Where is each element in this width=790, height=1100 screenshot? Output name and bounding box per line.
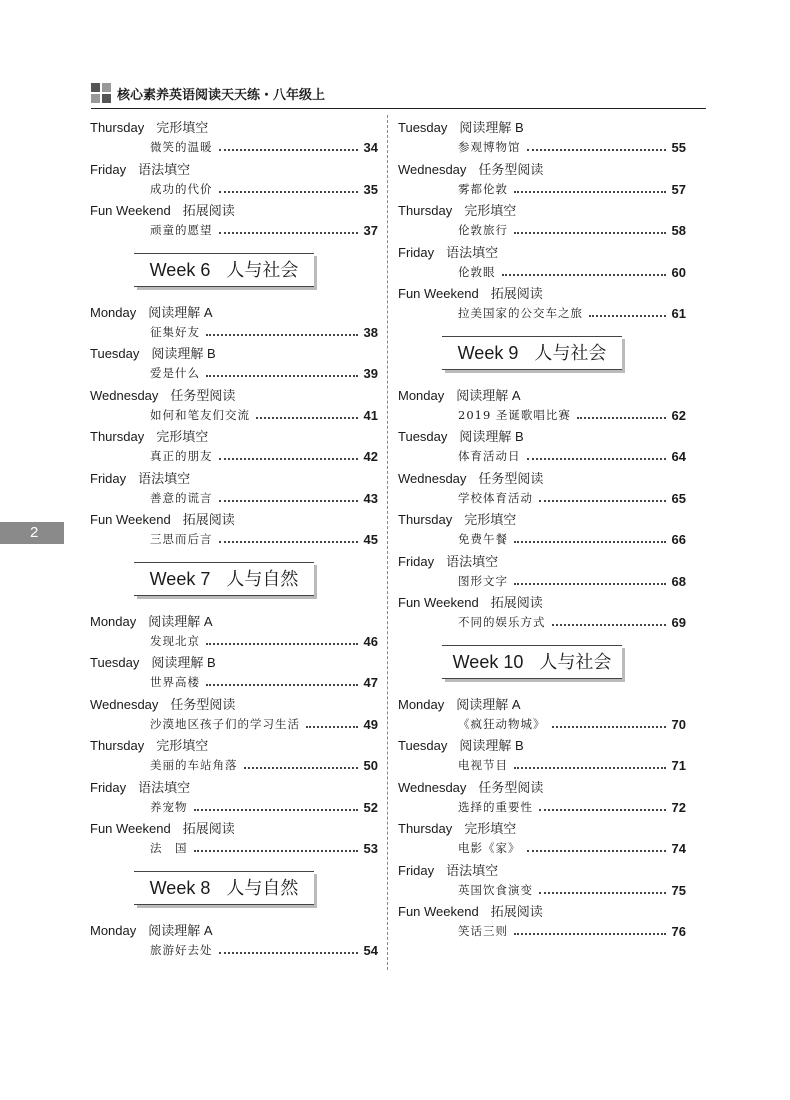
toc-leader-dots <box>577 417 666 419</box>
toc-category: 任务型阅读 <box>478 470 544 486</box>
toc-leader-dots <box>514 541 666 543</box>
week-label <box>442 645 622 679</box>
toc-leader-dots <box>219 232 358 234</box>
toc-day: Wednesday <box>398 779 467 795</box>
toc-leader-dots <box>194 850 358 852</box>
header-rule <box>91 108 706 109</box>
toc-leader-dots <box>219 541 358 543</box>
toc-day-line <box>398 159 543 178</box>
toc-leader-dots <box>219 149 358 151</box>
toc-entry[interactable] <box>90 426 378 468</box>
toc-day-line <box>90 200 235 219</box>
toc-title-line <box>458 571 686 589</box>
toc-entry[interactable] <box>398 818 686 860</box>
toc-entry[interactable] <box>398 242 686 284</box>
toc-title: 拉美国家的公交车之旅 <box>458 306 583 320</box>
toc-title-line <box>150 714 378 732</box>
toc-page-number: 75 <box>671 882 686 898</box>
toc-title-line <box>458 880 686 898</box>
week-heading <box>398 325 686 385</box>
week-number: Week 10 <box>452 651 524 672</box>
toc-day: Fun Weekend <box>90 821 171 836</box>
toc-day-line <box>398 385 521 404</box>
toc-day-line <box>398 694 521 713</box>
toc-title: 世界高楼 <box>150 675 200 689</box>
week-number: Week 6 <box>149 259 211 280</box>
toc-day: Fun Weekend <box>398 595 479 610</box>
toc-leader-dots <box>306 726 358 728</box>
toc-entry[interactable] <box>90 735 378 777</box>
toc-leader-dots <box>514 933 666 935</box>
toc-day: Thursday <box>90 120 145 135</box>
toc-category: 任务型阅读 <box>478 779 544 795</box>
toc-leader-dots <box>552 726 666 728</box>
toc-category: 完形填空 <box>156 429 209 444</box>
toc-entry[interactable] <box>90 694 378 736</box>
toc-entry[interactable] <box>90 159 378 201</box>
toc-title-line <box>458 179 686 197</box>
toc-title: 笑话三则 <box>458 924 508 938</box>
toc-day-line <box>398 242 498 261</box>
toc-category: 拓展阅读 <box>490 904 543 919</box>
toc-title: 三思而后言 <box>150 532 213 546</box>
toc-entry[interactable] <box>90 920 378 962</box>
toc-title-line <box>150 220 378 238</box>
toc-leader-dots <box>527 850 666 852</box>
week-theme: 人与自然 <box>226 877 299 898</box>
toc-category: 完形填空 <box>156 738 209 753</box>
toc-category: 完形填空 <box>156 120 209 135</box>
toc-title-line <box>458 612 686 630</box>
toc-category: 拓展阅读 <box>490 595 543 610</box>
toc-page-number: 57 <box>671 181 686 197</box>
week-label <box>134 253 314 287</box>
toc-title-line <box>150 838 378 856</box>
toc-day: Tuesday <box>398 429 448 444</box>
toc-entry[interactable] <box>398 200 686 242</box>
toc-category: 任务型阅读 <box>170 696 236 712</box>
toc-category: 阅读理解 A <box>456 696 521 712</box>
toc-day: Wednesday <box>398 161 467 177</box>
toc-category: 语法填空 <box>446 244 499 260</box>
toc-day-line <box>90 159 190 178</box>
toc-title-line <box>150 797 378 815</box>
toc-title-line <box>150 631 378 649</box>
toc-title-line <box>150 322 378 340</box>
toc-leader-dots <box>219 500 358 502</box>
toc-title: 发现北京 <box>150 633 200 648</box>
toc-day: Fun Weekend <box>398 286 479 301</box>
toc-title-line <box>150 179 378 197</box>
toc-day: Tuesday <box>90 346 140 361</box>
toc-day: Thursday <box>90 738 145 753</box>
toc-entry[interactable] <box>90 818 378 860</box>
toc-day: Monday <box>398 696 445 712</box>
toc-title-line <box>150 363 378 381</box>
week-label <box>442 336 622 370</box>
toc-leader-dots <box>206 643 358 645</box>
toc-entry[interactable] <box>398 592 686 634</box>
toc-title-line <box>150 137 378 155</box>
toc-day: Friday <box>398 244 435 260</box>
toc-day-line <box>398 860 498 879</box>
toc-title: 养宠物 <box>150 799 188 814</box>
toc-title-line <box>150 755 378 773</box>
toc-day-line <box>90 652 216 671</box>
toc-page-number: 43 <box>363 490 378 506</box>
toc-title-line <box>458 488 686 506</box>
toc-day: Monday <box>398 387 445 403</box>
toc-entry[interactable] <box>398 426 686 468</box>
toc-leader-dots <box>206 334 358 336</box>
week-heading <box>90 551 378 611</box>
toc-day: Fun Weekend <box>398 904 479 919</box>
toc-page-number: 45 <box>363 532 378 547</box>
toc-day-line <box>90 426 208 445</box>
toc-category: 阅读理解 A <box>148 922 213 938</box>
toc-category: 拓展阅读 <box>490 286 543 301</box>
toc-entry[interactable] <box>398 735 686 777</box>
toc-day: Wednesday <box>398 470 467 486</box>
toc-entry[interactable] <box>90 343 378 385</box>
toc-title: 电视节目 <box>458 758 508 772</box>
book-logo-icon <box>91 83 111 103</box>
toc-day: Monday <box>90 304 137 320</box>
toc-page-number: 39 <box>363 366 378 381</box>
toc-day-line <box>90 735 208 754</box>
toc-title-line <box>150 529 378 547</box>
toc-leader-dots <box>206 684 358 686</box>
week-label <box>134 562 314 596</box>
toc-day-line <box>398 468 543 487</box>
toc-category: 阅读理解 B <box>151 346 216 361</box>
toc-title-line <box>458 446 686 464</box>
toc-right-column <box>398 117 686 943</box>
toc-day-line <box>90 509 235 528</box>
week-heading <box>90 242 378 302</box>
toc-page-number: 58 <box>671 223 686 238</box>
toc-category: 拓展阅读 <box>182 203 235 218</box>
toc-leader-dots <box>194 809 358 811</box>
toc-page-number: 42 <box>363 449 378 464</box>
toc-page-number: 71 <box>671 758 686 773</box>
toc-category: 任务型阅读 <box>478 161 544 177</box>
toc-category: 阅读理解 B <box>459 120 524 135</box>
toc-entry[interactable] <box>398 860 686 902</box>
toc-day-line <box>90 385 235 404</box>
toc-title-line <box>458 220 686 238</box>
week-label <box>134 871 314 905</box>
toc-title: 旅游好去处 <box>150 942 213 957</box>
toc-page-number: 66 <box>671 532 686 547</box>
week-heading <box>398 634 686 694</box>
toc-title: 微笑的温暖 <box>150 140 213 154</box>
toc-title-line <box>458 921 686 939</box>
toc-leader-dots <box>244 767 358 769</box>
toc-title: 善意的谎言 <box>150 490 213 505</box>
toc-entry[interactable] <box>90 302 378 344</box>
toc-day-line <box>398 551 498 570</box>
week-heading <box>90 860 378 920</box>
toc-page-number: 46 <box>363 633 378 649</box>
toc-title-line <box>458 405 686 423</box>
toc-category: 阅读理解 B <box>459 429 524 444</box>
toc-title-line <box>458 755 686 773</box>
toc-entry[interactable] <box>398 551 686 593</box>
toc-leader-dots <box>539 892 666 894</box>
toc-day-line <box>90 611 213 630</box>
toc-category: 语法填空 <box>446 553 499 569</box>
toc-day-line <box>90 343 216 362</box>
toc-title: 顽童的愿望 <box>150 223 213 237</box>
toc-category: 阅读理解 A <box>148 304 213 320</box>
toc-page-number: 37 <box>363 223 378 238</box>
toc-title: 2019 圣诞歌唱比赛 <box>458 407 571 422</box>
toc-leader-dots <box>539 809 666 811</box>
toc-category: 语法填空 <box>138 470 191 486</box>
toc-title: 征集好友 <box>150 324 200 339</box>
toc-day: Wednesday <box>90 696 159 712</box>
toc-title: 伦敦旅行 <box>458 223 508 237</box>
toc-day: Friday <box>90 161 127 177</box>
toc-category: 语法填空 <box>138 779 191 795</box>
toc-title-line <box>458 838 686 856</box>
page-number-tab <box>0 522 64 544</box>
toc-title-line <box>458 303 686 321</box>
toc-day: Thursday <box>398 203 453 218</box>
toc-title-line <box>458 797 686 815</box>
toc-category: 语法填空 <box>138 161 191 177</box>
toc-day: Friday <box>398 553 435 569</box>
toc-page-number: 50 <box>363 758 378 773</box>
toc-leader-dots <box>219 191 358 193</box>
toc-page-number: 74 <box>671 841 686 856</box>
toc-day-line <box>398 117 524 136</box>
toc-title: 不同的娱乐方式 <box>458 615 546 629</box>
book-title: 核心素养英语阅读天天练・八年级上 <box>117 87 326 102</box>
toc-page-number: 53 <box>363 841 378 856</box>
toc-leader-dots <box>514 232 666 234</box>
toc-day: Fun Weekend <box>90 203 171 218</box>
toc-page-number: 49 <box>363 716 378 732</box>
toc-day: Friday <box>90 779 127 795</box>
toc-title: 英国饮食演变 <box>458 882 533 897</box>
toc-title: 体育活动日 <box>458 449 521 463</box>
toc-day-line <box>398 818 516 837</box>
toc-entry[interactable] <box>90 385 378 427</box>
toc-category: 完形填空 <box>464 203 517 218</box>
toc-entry[interactable] <box>90 468 378 510</box>
toc-title: 真正的朋友 <box>150 449 213 463</box>
toc-entry[interactable] <box>90 509 378 551</box>
toc-entry[interactable] <box>398 509 686 551</box>
toc-category: 完形填空 <box>464 821 517 836</box>
toc-category: 拓展阅读 <box>182 821 235 836</box>
toc-day: Tuesday <box>398 120 448 135</box>
toc-day-line <box>90 818 235 837</box>
toc-left-column <box>90 117 378 961</box>
toc-day: Monday <box>90 613 137 629</box>
toc-day-line <box>398 509 516 528</box>
toc-leader-dots <box>514 583 666 585</box>
toc-day-line <box>90 777 190 796</box>
toc-day: Thursday <box>398 821 453 836</box>
toc-page-number: 65 <box>671 490 686 506</box>
toc-title: 免费午餐 <box>458 532 508 546</box>
toc-day: Tuesday <box>90 655 140 670</box>
toc-entry[interactable] <box>90 777 378 819</box>
toc-leader-dots <box>514 767 666 769</box>
toc-page-number: 34 <box>363 140 378 155</box>
toc-entry[interactable] <box>398 694 686 736</box>
toc-entry[interactable] <box>90 200 378 242</box>
toc-entry[interactable] <box>398 468 686 510</box>
week-theme: 人与社会 <box>534 342 607 363</box>
toc-page-number: 62 <box>671 407 686 423</box>
toc-day-line <box>398 901 543 920</box>
toc-day-line <box>398 592 543 611</box>
toc-category: 阅读理解 B <box>151 655 216 670</box>
toc-title: 参观博物馆 <box>458 140 521 154</box>
toc-entry[interactable] <box>90 652 378 694</box>
toc-title: 《疯狂动物城》 <box>458 716 546 731</box>
toc-title: 美丽的车站角落 <box>150 758 238 772</box>
toc-day: Thursday <box>398 512 453 527</box>
toc-leader-dots <box>502 274 666 276</box>
toc-page-number: 68 <box>671 573 686 589</box>
toc-leader-dots <box>256 417 358 419</box>
toc-page-number: 69 <box>671 615 686 630</box>
week-number: Week 8 <box>149 877 211 898</box>
toc-day: Fun Weekend <box>90 512 171 527</box>
toc-title-line <box>150 446 378 464</box>
toc-day-line <box>90 468 190 487</box>
toc-category: 任务型阅读 <box>170 387 236 403</box>
toc-page-number: 52 <box>363 799 378 815</box>
toc-page-number: 70 <box>671 716 686 732</box>
toc-title: 伦敦眼 <box>458 264 496 279</box>
toc-page-number: 72 <box>671 799 686 815</box>
toc-title: 选择的重要性 <box>458 799 533 814</box>
toc-title-line <box>458 137 686 155</box>
toc-leader-dots <box>206 375 358 377</box>
toc-leader-dots <box>219 952 358 954</box>
week-theme: 人与社会 <box>539 651 612 672</box>
toc-title-line <box>458 529 686 547</box>
toc-day: Wednesday <box>90 387 159 403</box>
page-number: 2 <box>30 524 39 541</box>
toc-page-number: 61 <box>671 306 686 321</box>
toc-day-line <box>90 117 208 136</box>
toc-page-number: 47 <box>363 675 378 690</box>
toc-title: 学校体育活动 <box>458 490 533 505</box>
toc-page-number: 55 <box>671 140 686 155</box>
page-header <box>91 82 381 106</box>
week-theme: 人与自然 <box>226 568 299 589</box>
toc-leader-dots <box>552 624 666 626</box>
toc-day-line <box>398 735 524 754</box>
toc-title: 雾都伦敦 <box>458 181 508 196</box>
toc-page-number: 38 <box>363 324 378 340</box>
toc-title-line <box>150 672 378 690</box>
toc-leader-dots <box>527 458 666 460</box>
toc-entry[interactable] <box>90 117 378 159</box>
toc-leader-dots <box>589 315 666 317</box>
toc-category: 阅读理解 A <box>456 387 521 403</box>
toc-page-number: 76 <box>671 924 686 939</box>
toc-title-line <box>458 714 686 732</box>
toc-title: 沙漠地区孩子们的学习生活 <box>150 716 300 731</box>
toc-day: Friday <box>398 862 435 878</box>
toc-day: Friday <box>90 470 127 486</box>
toc-day-line <box>398 426 524 445</box>
toc-page-number: 35 <box>363 181 378 197</box>
toc-leader-dots <box>539 500 666 502</box>
toc-day-line <box>398 200 516 219</box>
column-divider <box>387 115 388 970</box>
toc-day-line <box>398 777 543 796</box>
toc-page-number: 64 <box>671 449 686 464</box>
toc-category: 阅读理解 A <box>148 613 213 629</box>
toc-title-line <box>458 262 686 280</box>
toc-title: 图形文字 <box>458 573 508 588</box>
toc-entry[interactable] <box>90 611 378 653</box>
toc-day-line <box>90 920 213 939</box>
toc-day-line <box>90 694 235 713</box>
toc-title: 如何和笔友们交流 <box>150 407 250 422</box>
toc-category: 拓展阅读 <box>182 512 235 527</box>
toc-page-number: 60 <box>671 264 686 280</box>
toc-day: Thursday <box>90 429 145 444</box>
toc-day: Tuesday <box>398 738 448 753</box>
toc-title: 法 国 <box>150 841 188 855</box>
toc-page-number: 54 <box>363 942 378 958</box>
toc-day-line <box>90 302 213 321</box>
toc-category: 阅读理解 B <box>459 738 524 753</box>
toc-leader-dots <box>514 191 666 193</box>
toc-title: 成功的代价 <box>150 181 213 196</box>
toc-page-number: 41 <box>363 407 378 423</box>
week-number: Week 7 <box>149 568 211 589</box>
toc-day: Monday <box>90 922 137 938</box>
toc-title: 爱是什么 <box>150 366 200 380</box>
toc-title: 电影《家》 <box>458 841 521 855</box>
toc-category: 完形填空 <box>464 512 517 527</box>
toc-entry[interactable] <box>398 283 686 325</box>
toc-entry[interactable] <box>398 777 686 819</box>
toc-title-line <box>150 405 378 423</box>
toc-category: 语法填空 <box>446 862 499 878</box>
toc-day-line <box>398 283 543 302</box>
week-number: Week 9 <box>457 342 519 363</box>
toc-entry[interactable] <box>398 901 686 943</box>
toc-entry[interactable] <box>398 117 686 159</box>
week-theme: 人与社会 <box>226 259 299 280</box>
toc-entry[interactable] <box>398 159 686 201</box>
toc-leader-dots <box>527 149 666 151</box>
toc-leader-dots <box>219 458 358 460</box>
toc-title-line <box>150 488 378 506</box>
toc-title-line <box>150 940 378 958</box>
toc-entry[interactable] <box>398 385 686 427</box>
